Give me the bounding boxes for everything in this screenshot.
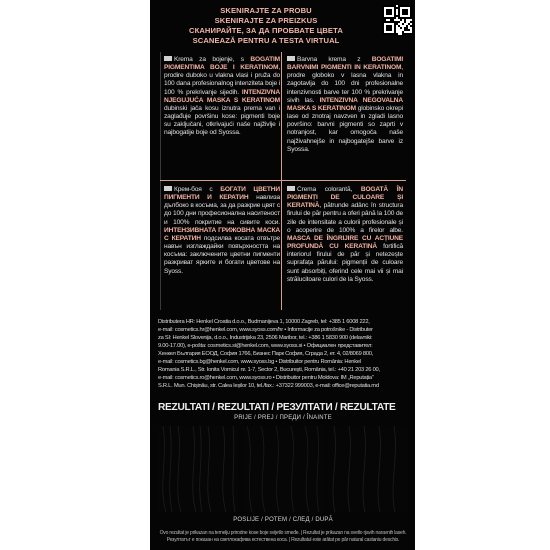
distributor-line: e-mail: cosmetics.bg@henkel.com, www.syoss.bg • Distribuitor pentru România: Henkel <box>158 359 361 366</box>
before-caption: PRIJE / PREJ / ПРЕДИ / ÎNAINTE <box>234 415 332 421</box>
text-block-si: Barvna krema z BOGATIMI BARVNIMI PIGMENTI IN KERATINOM, prodre globoko v lasna vlakna in zagotavlja do 100 dni profesionalne intenzivnosti barve ter 100 % prekrivanje sivih las. INTENZIVNA NEGOVALNA MASKA S KERATINOM globinsko okrepi lase od znotraj navzven in zgladi lasno površino: barvni pigmenti so zaprti v notranjost, kar omogoča naše najživahnejše in najbogatejše barve iz Syossa. <box>287 56 403 153</box>
flag-icon <box>287 56 295 61</box>
distributor-line: e-mail: cosmetics.ro@henkel.com, www.syoss.ro • Distribuitor pentru Moldova: IM „Reputația” <box>158 375 374 382</box>
distributor-line: Хенкел България ЕООД, София 1766, Бизнес Парк София, Сграда 2, ет. 4, 02/8069 800, <box>158 351 374 358</box>
banner-line-hr: SKENIRAJTE ZA PROBU <box>220 6 312 15</box>
distributor-line: Distributera HR: Henkel Croatia d.o.o., Budmanijeva 1, 10000 Zagreb, tel: +385 1 6008 222, <box>158 319 370 325</box>
banner-line-ro: SCANEAZĂ PENTRU A TESTA VIRTUAL <box>192 36 340 45</box>
frame-horizontal-divider <box>160 180 406 181</box>
hair-texture <box>243 426 323 512</box>
distributor-line: za SI: Henkel Slovenija, d.o.o., Industrijska 23, 2506 Maribor, tel.: +386 1 5830 900 (delavniki: <box>158 335 373 342</box>
hair-swatch-2 <box>243 426 323 512</box>
hair-texture <box>328 426 408 512</box>
results-title: REZULTATI / REZULTATI / РЕЗУЛТАТИ / REZULTATE <box>158 402 396 413</box>
distributor-line: 9.00-17.00), e-pošta: cosmetics.si@henkel.com, www.syoss.si • Официален представител: <box>158 343 373 350</box>
box-back-panel <box>150 0 415 550</box>
flag-icon <box>287 186 295 191</box>
distributor-line: e-mail: cosmetics.hr@henkel.com, www.syoss.com/hr • Informacije za potrošnike - Distributer <box>158 327 373 334</box>
banner-line-si: SKENIRAJTE ZA PREIZKUS <box>214 16 318 25</box>
text-block-ro: Crema colorantă, BOGATĂ ÎN PIGMENȚI DE CULOARE ȘI KERATINĂ, pătrunde adânc în structura firului de păr pentru a oferi până la 100 de zile de intensitate a culorii profesionale și o acoperire de 100% a firelor albe. MASCA DE ÎNGRIJIRE CU ACȚIUNE PROFUNDĂ CU KERATINĂ fortifică interiorul firului de păr și netezește suprafața părului: pigmenții de culoare sunt absorbiți, oferind cele mai vii și mai strălucitoare culori de la Syoss. <box>287 186 403 283</box>
text-block-bg: Крем-боя с БОГАТИ ЦВЕТНИ ПИГМЕНТИ И КЕРАТИН навлиза дълбоко в косъма, за да разкрие цвят с до 100 дни професионална наситеност и 100% покритие на сивите коси. ИНТЕНЗИВНАТА ГРИЖОВНА МАСКА С КЕРАТИН подсилва косата отвътре навън изглаждайки повърхността на косъма: заключените цветни пигменти разкриват ярките и богати цветове на Syoss. <box>164 186 281 275</box>
scan-banner <box>158 6 374 46</box>
footnote-line: Ovo rezultat je prikazan na temelju prirodne kose boje svijetlo smeđe. | Rezultat je prikazan na svetlo rjavih naravnih laseh. <box>159 530 407 536</box>
qr-code-icon[interactable] <box>382 5 412 35</box>
footnote-line: Резултатът е показан на светлокафява естествена коса. | Rezultatul este arătat pe păr natural castaniu deschis. <box>166 537 400 543</box>
banner-line-bg: СКАНИРАЙТЕ, ЗА ДА ПРОБВАТЕ ЦВЕТА <box>189 26 343 35</box>
flag-icon <box>164 56 172 61</box>
hair-swatch-1 <box>158 426 238 512</box>
flag-icon <box>164 186 172 191</box>
text-block-hr: Krema za bojenje, s BOGATIM PIGMENTIMA BOJE I KERATINOM, prodire duboko u vlakna vlasi i pruža do 100 dana profesionalnog intenziteta boje i 100 % prekrivanje sijedih. INTENZIVNA NJEGUJUĆA MASKA S KERATINOM dubinski jača kosu iznutra prema van i zaglađuje površinu kose: pigmenti boje su zaključani, otkrivajući naše najživlje i najbogatije boje od Syossa. <box>164 56 280 137</box>
after-caption: POSLIJE / POTEM / СЛЕД / DUPĂ <box>233 517 333 523</box>
frame-left-divider <box>160 52 161 310</box>
distributor-line: Romania S.R.L., Str. Ionita Vornicul nr. 1-7, Sector 2, București, România, tel.: +40 21 203 26 00, <box>158 367 380 374</box>
distributor-line: S.R.L. Mun. Chișinău, str. Calea Ieșilor 10, tel./fax.: +37322 999003, e-mail: office@reputatia.md <box>158 383 379 390</box>
distributor-info <box>158 318 408 390</box>
frame-vertical-divider <box>281 52 282 310</box>
hair-texture <box>158 426 238 512</box>
footnote <box>158 530 408 544</box>
hair-swatch-3 <box>328 426 408 512</box>
